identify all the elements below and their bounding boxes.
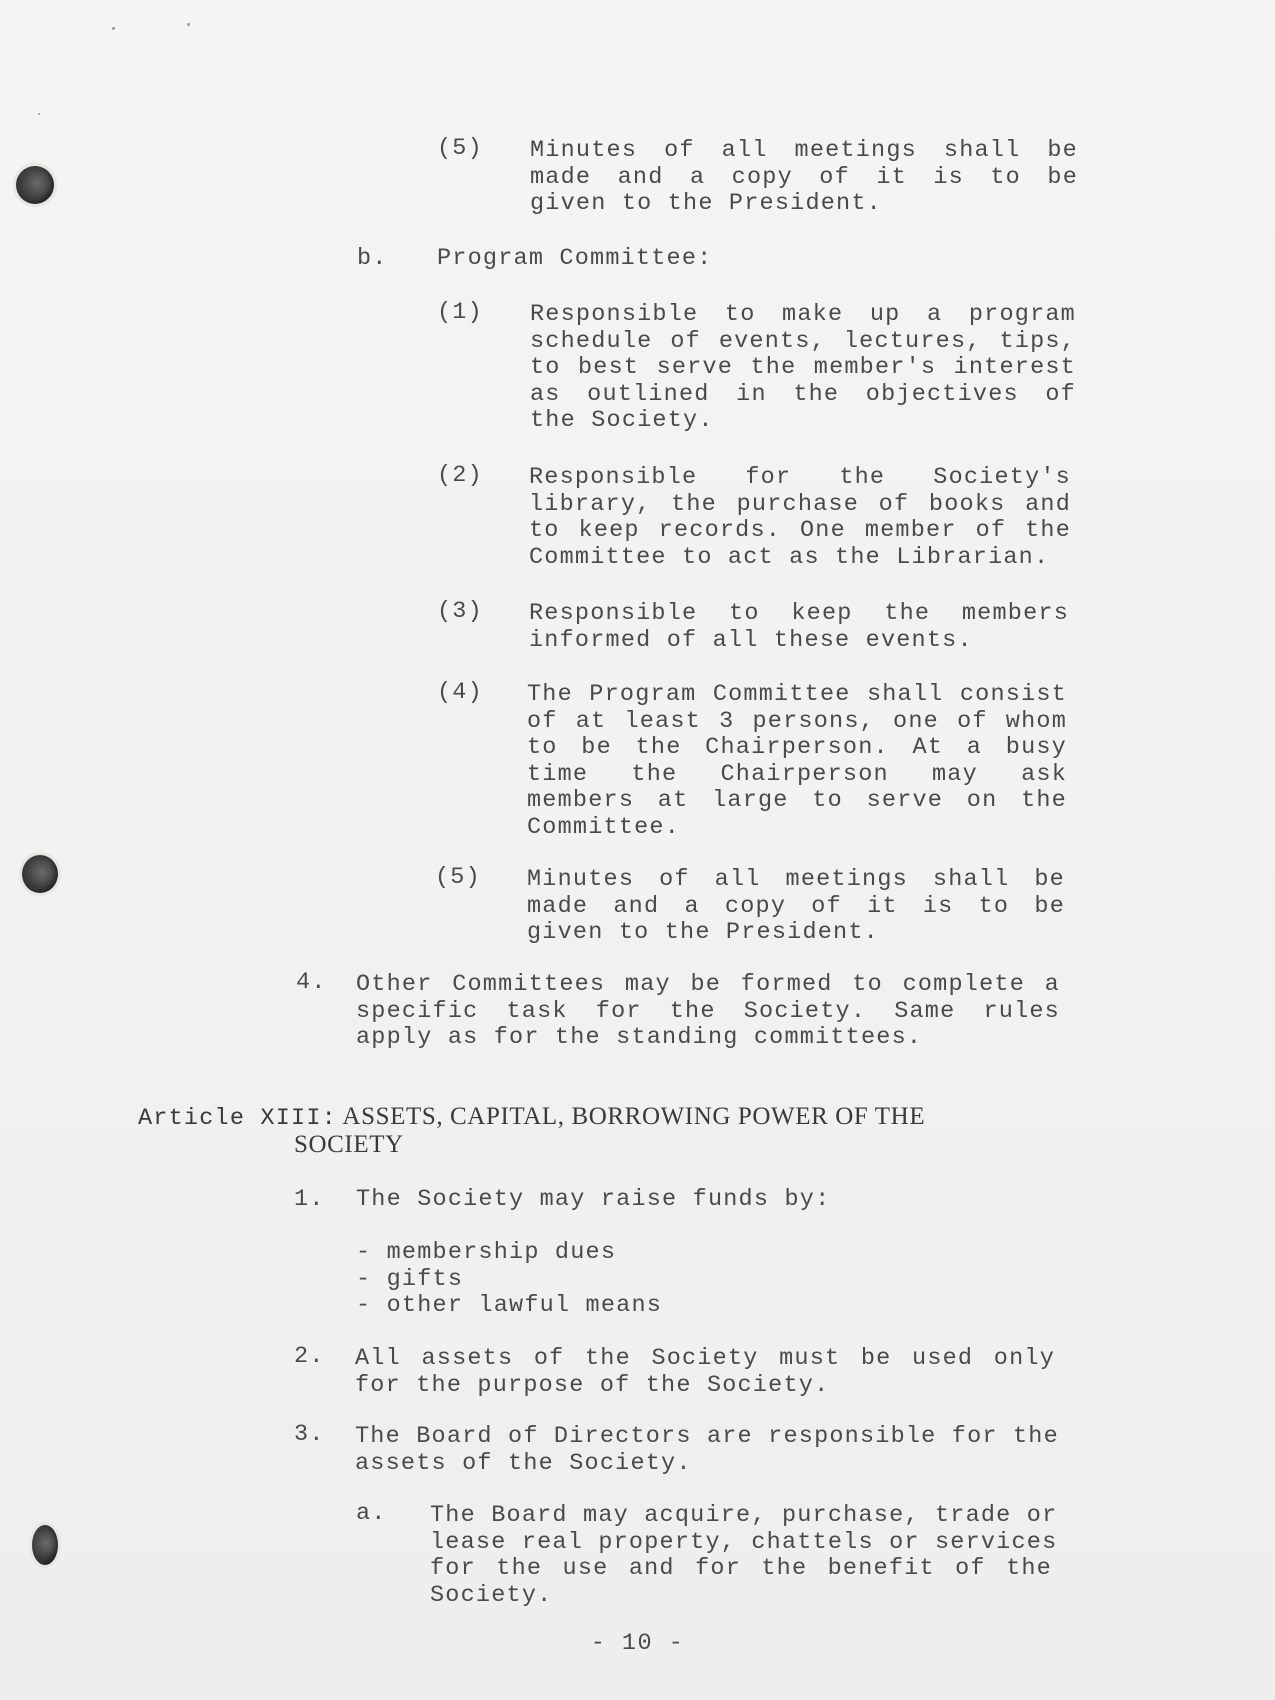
article-heading — [138, 1104, 925, 1158]
text-line: assets of the Society. — [355, 1449, 692, 1477]
text-line: to keep records. One member of the — [529, 517, 1071, 544]
item-label: (5) — [435, 864, 481, 891]
item-label: a. — [356, 1500, 387, 1527]
text-line: made and a copy of it is to be — [527, 892, 1065, 920]
item-text — [527, 867, 1065, 947]
article-title-line: SOCIETY — [294, 1131, 404, 1158]
text-line: Responsible to make up a program — [530, 301, 1076, 328]
article-number: Article XIII: — [138, 1105, 337, 1132]
item-label: (3) — [437, 598, 483, 625]
paper-speck — [187, 23, 190, 26]
item-label: (1) — [437, 299, 483, 326]
paper-speck — [112, 27, 115, 30]
bullet-list — [356, 1240, 662, 1320]
text-line: for the use and for the benefit of the — [430, 1555, 1052, 1582]
text-line: as outlined in the objectives of — [530, 380, 1076, 408]
text-line: time the Chairperson may ask — [527, 760, 1067, 788]
item-text — [529, 601, 1069, 654]
text-line: given to the President. — [530, 190, 882, 217]
text-line: Society. — [430, 1581, 553, 1609]
bullet-item: - membership dues — [356, 1239, 617, 1266]
text-line: informed of all these events. — [529, 626, 973, 654]
text-line: schedule of events, lectures, tips, — [530, 327, 1076, 355]
text-line: Committee. — [527, 813, 681, 841]
text-line: to best serve the member's interest — [530, 354, 1076, 381]
item-label: 1. — [294, 1186, 325, 1213]
text-line: apply as for the standing committees. — [356, 1024, 923, 1051]
article-title-line: ASSETS, CAPITAL, BORROWING POWER OF THE — [342, 1103, 926, 1130]
item-label: 3. — [294, 1421, 325, 1448]
text-line: Responsible for the Society's — [529, 464, 1071, 491]
text-line: given to the President. — [527, 919, 879, 946]
punch-hole-middle — [22, 855, 58, 893]
item-label: b. — [357, 245, 388, 272]
text-line: All assets of the Society must be used only — [355, 1345, 1055, 1372]
bullet-item: - other lawful means — [356, 1292, 663, 1319]
text-line: Minutes of all meetings shall be — [530, 137, 1078, 164]
text-line: The Board may acquire, purchase, trade or — [430, 1502, 1058, 1529]
item-text — [527, 682, 1067, 841]
text-line: members at large to serve on the — [527, 787, 1067, 814]
text-line: for the purpose of the Society. — [355, 1371, 830, 1399]
paper-speck — [38, 113, 40, 115]
page-number: - 10 - — [590, 1630, 685, 1657]
item-label: (4) — [437, 679, 483, 706]
text-line: Minutes of all meetings shall be — [527, 866, 1065, 893]
text-line: to be the Chairperson. At a busy — [527, 734, 1067, 761]
item-label: 4. — [296, 969, 327, 996]
item-text — [530, 302, 1076, 435]
item-label: (2) — [437, 462, 483, 489]
text-line: Responsible to keep the members — [529, 600, 1069, 627]
text-line: The Program Committee shall consist — [527, 681, 1067, 708]
text-line: library, the purchase of books and — [529, 490, 1071, 518]
section-heading: Program Committee: — [437, 245, 713, 272]
item-label: (5) — [437, 135, 483, 162]
item-text — [355, 1346, 1055, 1399]
bullet-item: - gifts — [356, 1265, 464, 1293]
item-text — [355, 1423, 1059, 1477]
item-text — [356, 972, 1060, 1052]
item-text — [530, 138, 1078, 218]
text-line: Other Committees may be formed to complete a — [356, 971, 1060, 998]
text-line: made and a copy of it is to be — [530, 163, 1078, 191]
item-text — [529, 465, 1071, 571]
punch-hole-top — [16, 166, 54, 204]
text-line: The Board of Directors are responsible for the — [355, 1423, 1059, 1450]
item-text: The Society may raise funds by: — [356, 1186, 831, 1213]
punch-hole-bottom — [32, 1525, 58, 1565]
item-label: 2. — [294, 1343, 325, 1370]
item-text — [430, 1502, 1058, 1609]
text-line: specific task for the Society. Same rules — [356, 997, 1060, 1025]
text-line: Committee to act as the Librarian. — [529, 543, 1050, 571]
text-line: of at least 3 persons, one of whom — [527, 707, 1067, 735]
text-line: the Society. — [530, 407, 714, 434]
text-line: lease real property, chattels or services — [430, 1528, 1058, 1556]
